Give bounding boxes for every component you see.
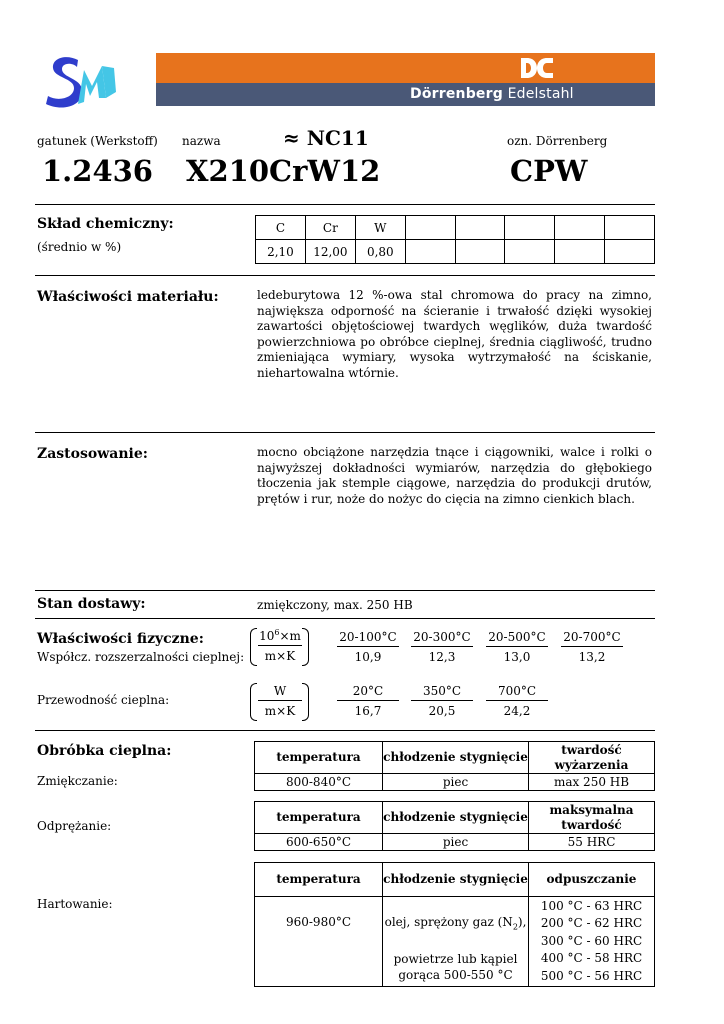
delivery-value: zmiękczony, max. 250 HB [257,598,413,612]
soft-table [254,741,655,791]
header-temperature: temperatura [255,802,383,834]
value-cell [505,240,555,264]
bracket-left [250,628,257,666]
expansion-col: $\frac{20-500^\circ C}{13,0}$ [486,630,548,664]
element-cell: Cr [305,216,355,240]
value-cell: 2,10 [256,240,306,264]
conductivity-unit: $\frac{W}{m\times K}$ [258,684,302,718]
tempering-row: 400 °C - 58 HRC [540,951,643,966]
hard-label: Hartowanie: [37,897,113,911]
header-cooling: chłodzenie stygnięcie [383,863,529,897]
cell-temperature: 800-840°C [255,774,383,791]
grade-label: gatunek (Werkstoff) [37,134,158,148]
header-orange-bar [156,53,655,83]
cell-cooling [383,897,529,987]
element-cell: C [256,216,306,240]
conductivity-label: Przewodność cieplna: [37,693,170,707]
delivery-title: Stan dostawy: [37,596,146,612]
bracket-right [302,628,309,666]
ozn-label: ozn. Dörrenberg [507,134,608,148]
element-cell: W [355,216,405,240]
value-cell [405,240,455,264]
value-cell [555,240,605,264]
properties-text: ledeburytowa 12 %-owa stal chromowa do pracy na zimno, największa odporność na ścieranie i trwałość dzięki wysokiej zawartości objętościowej twardych węglików, duża twardość powierzchniowa po obróbce cieplnej, średnia ciągliwość, trudno zmieniająca wymiary, wysoka wytrzymałość na ściskanie, niehartowalna wtórnie. [257,288,652,380]
brand-name: Dörrenberg Edelstahl [410,86,574,102]
divider [35,590,655,591]
soft-label: Zmiękczanie: [37,774,118,788]
header-temperature: temperatura [255,742,383,774]
element-cell [555,216,605,240]
bracket-left [250,683,257,721]
value-cell [455,240,505,264]
heat-title: Obróbka cieplna: [37,743,172,759]
divider [35,432,655,433]
header-hardness: maksymalna twardość [529,802,655,834]
header-temperature: temperatura [255,863,383,897]
value-cell: 12,00 [305,240,355,264]
cell-cooling: piec [383,774,529,791]
value-cell: 0,80 [355,240,405,264]
expansion-col: $\frac{20-300^\circ C}{12,3}$ [411,630,473,664]
stress-label: Odprężanie: [37,819,112,833]
bracket-right [302,683,309,721]
conductivity-col: $\frac{700^\circ C}{24,2}$ [486,684,548,718]
application-text: mocno obciążone narzędzia tnące i ciągowniki, walce i rolki o najwyższej dokładności wymiarów, narzędzia do głębokiego tłoczenia jak stemple ciągowe, narzędzia do produkcji drutów, prętów i rur, noże do nożyc do cięcia na zimno cienkich blach. [257,445,652,506]
tempering-row: 300 °C - 60 HRC [540,933,643,948]
composition-subtitle: (średnio w %) [37,240,122,254]
stress-table [254,801,655,851]
cell-temperature: 600-650°C [255,834,383,851]
composition-title: Skład chemiczny: [37,216,174,232]
physical-title: Właściwości fizyczne: [37,631,204,647]
hard-table [254,862,655,987]
composition-table [255,215,655,264]
logo [44,52,120,112]
header-cooling: chłodzenie stygnięcie [383,742,529,774]
divider [35,618,655,619]
expansion-label: Współcz. rozszerzalności cieplnej: [37,650,245,664]
expansion-col: $\frac{20-100^\circ C}{10,9}$ [337,630,399,664]
cooling-option: powietrze lub kąpiel gorąca 500-550 °C [393,952,518,983]
header-slate-bar [156,83,655,106]
tempering-row: 200 °C - 62 HRC [540,916,643,931]
brand-icon [520,57,554,79]
divider [35,204,655,205]
element-cell [405,216,455,240]
tempering-row: 500 °C - 56 HRC [540,968,643,983]
tempering-row: 100 °C - 63 HRC [540,899,643,913]
grade-name: X210CrW12 [186,154,381,188]
conductivity-col: $\frac{20^\circ C}{16,7}$ [337,684,399,718]
conductivity-col: $\frac{350^\circ C}{20,5}$ [411,684,473,718]
expansion-col: $\frac{20-700^\circ C}{13,2}$ [561,630,623,664]
divider [35,730,655,731]
cell-tempering [529,897,655,987]
application-title: Zastosowanie: [37,446,148,462]
cell-cooling: piec [383,834,529,851]
header-hardness: twardość wyżarzenia [529,742,655,774]
properties-title: Właściwości materiału: [37,289,219,305]
cell-hardness: max 250 HB [529,774,655,791]
equivalent-grade: ≈ NC11 [283,126,369,150]
element-cell [455,216,505,240]
dorrenberg-code: CPW [510,154,588,188]
header-tempering: odpuszczanie [529,863,655,897]
header-cooling: chłodzenie stygnięcie [383,802,529,834]
divider [35,275,655,276]
cell-temperature: 960-980°C [255,897,383,987]
grade-number: 1.2436 [42,154,153,188]
cooling-option: olej, sprężony gaz $(N_2)$, [384,915,527,932]
expansion-unit: $\frac{10^6\times m}{m\times K}$ [259,628,301,663]
element-cell [605,216,655,240]
value-cell [605,240,655,264]
element-cell [505,216,555,240]
name-label: nazwa [182,134,221,148]
cell-hardness: 55 HRC [529,834,655,851]
